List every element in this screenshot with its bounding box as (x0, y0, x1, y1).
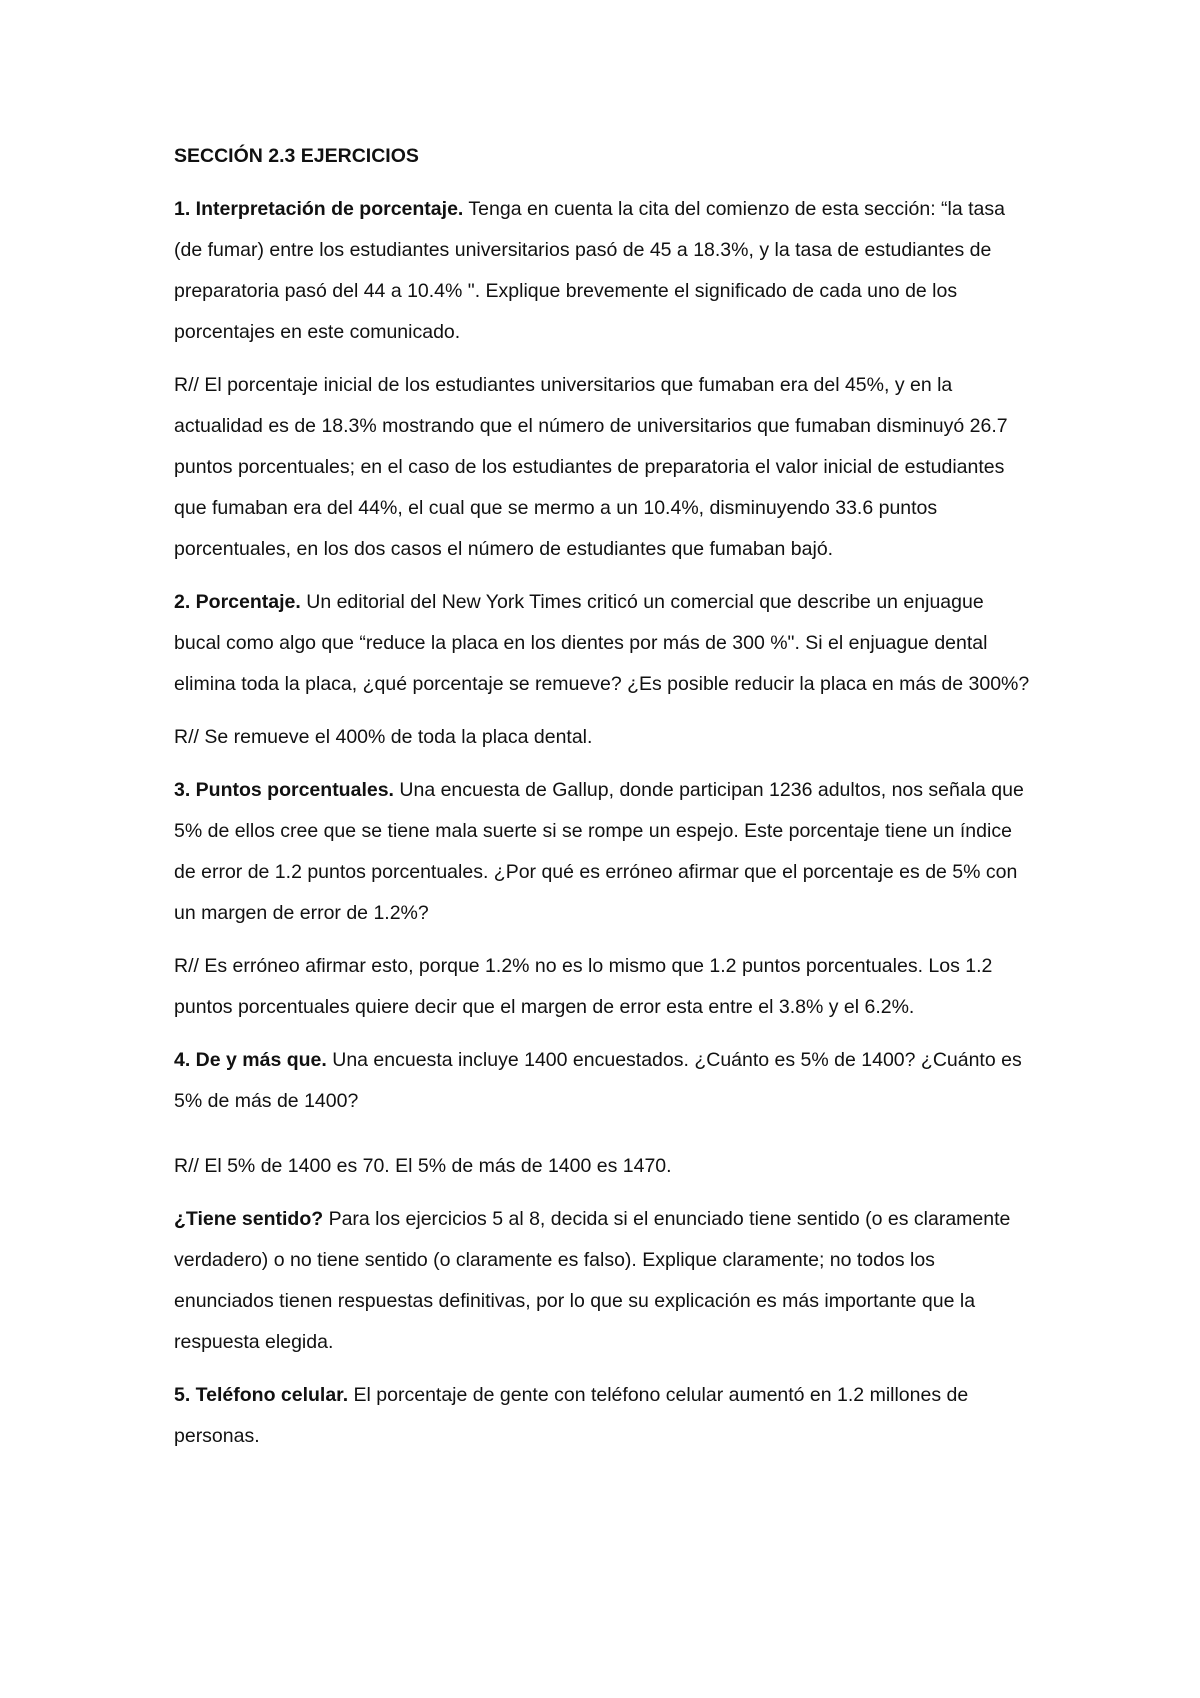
document-page (174, 136, 1034, 1469)
exercise-4-text: Una encuesta incluye 1400 encuestados. ¿Cuánto es 5% de 1400? ¿Cuánto es 5% de más de 1400? (174, 1049, 1022, 1112)
exercise-1-lead: 1. Interpretación de porcentaje. (174, 198, 464, 220)
exercise-4 (174, 1040, 1034, 1122)
instructions-text: Para los ejercicios 5 al 8, decida si el enunciado tiene sentido (o es claramente verdadero) o no tiene sentido (o claramente es falso). Explique claramente; no todos los enunciados tienen respuestas definitivas, por lo que su explicación es más importante que la respuesta elegida. (174, 1208, 1011, 1353)
exercise-1 (174, 189, 1034, 353)
answer-1 (174, 365, 1034, 570)
answer-4 (174, 1146, 1034, 1187)
answer-3-text: R// Es erróneo afirmar esto, porque 1.2% no es lo mismo que 1.2 puntos porcentuales. Los 1.2 puntos porcentuales quiere decir que el margen de error esta entre el 3.8% y el 6.2%. (174, 955, 993, 1018)
exercise-3-text: Una encuesta de Gallup, donde participan 1236 adultos, nos señala que 5% de ellos cree que se tiene mala suerte si se rompe un espejo. Este porcentaje tiene un índice de error de 1.2 puntos porcentuales. ¿Por qué es erróneo afirmar que el porcentaje es de 5% con un margen de error de 1.2%? (174, 779, 1024, 924)
instructions-5-8 (174, 1199, 1034, 1363)
answer-4-text: R// El 5% de 1400 es 70. El 5% de más de 1400 es 1470. (174, 1155, 672, 1177)
exercise-1-text: Tenga en cuenta la cita del comienzo de esta sección: “la tasa (de fumar) entre los estudiantes universitarios pasó de 45 a 18.3%, y la tasa de estudiantes de preparatoria pasó del 44 a 10.4% ". Explique brevemente el significado de cada uno de los porcentajes en este comunicado. (174, 198, 1005, 343)
answer-2-text: R// Se remueve el 400% de toda la placa dental. (174, 726, 593, 748)
answer-1-text: R// El porcentaje inicial de los estudiantes universitarios que fumaban era del 45%, y en la actualidad es de 18.3% mostrando que el número de universitarios que fumaban disminuyó 26.7 puntos porcentuales; en el caso de los estudiantes de preparatoria el valor inicial de estudiantes que fumaban era del 44%, el cual que se mermo a un 10.4%, disminuyendo 33.6 puntos porcentuales, en los dos casos el número de estudiantes que fumaban bajó. (174, 374, 1008, 560)
exercise-5-lead: 5. Teléfono celular. (174, 1384, 349, 1406)
exercise-3 (174, 770, 1034, 934)
answer-2 (174, 717, 1034, 758)
exercise-2-lead: 2. Porcentaje. (174, 591, 301, 613)
instructions-lead: ¿Tiene sentido? (174, 1208, 324, 1230)
answer-3 (174, 946, 1034, 1028)
exercise-4-lead: 4. De y más que. (174, 1049, 327, 1071)
exercise-3-lead: 3. Puntos porcentuales. (174, 779, 394, 801)
exercise-2 (174, 582, 1034, 705)
exercise-5-text: El porcentaje de gente con teléfono celular aumentó en 1.2 millones de personas. (174, 1384, 969, 1447)
exercise-2-text: Un editorial del New York Times criticó un comercial que describe un enjuague bucal como algo que “reduce la placa en los dientes por más de 300 %". Si el enjuague dental elimina toda la placa, ¿qué porcentaje se remueve? ¿Es posible reducir la placa en más de 300%? (174, 591, 1030, 695)
section-title: SECCIÓN 2.3 EJERCICIOS (174, 145, 419, 167)
exercise-5 (174, 1375, 1034, 1457)
